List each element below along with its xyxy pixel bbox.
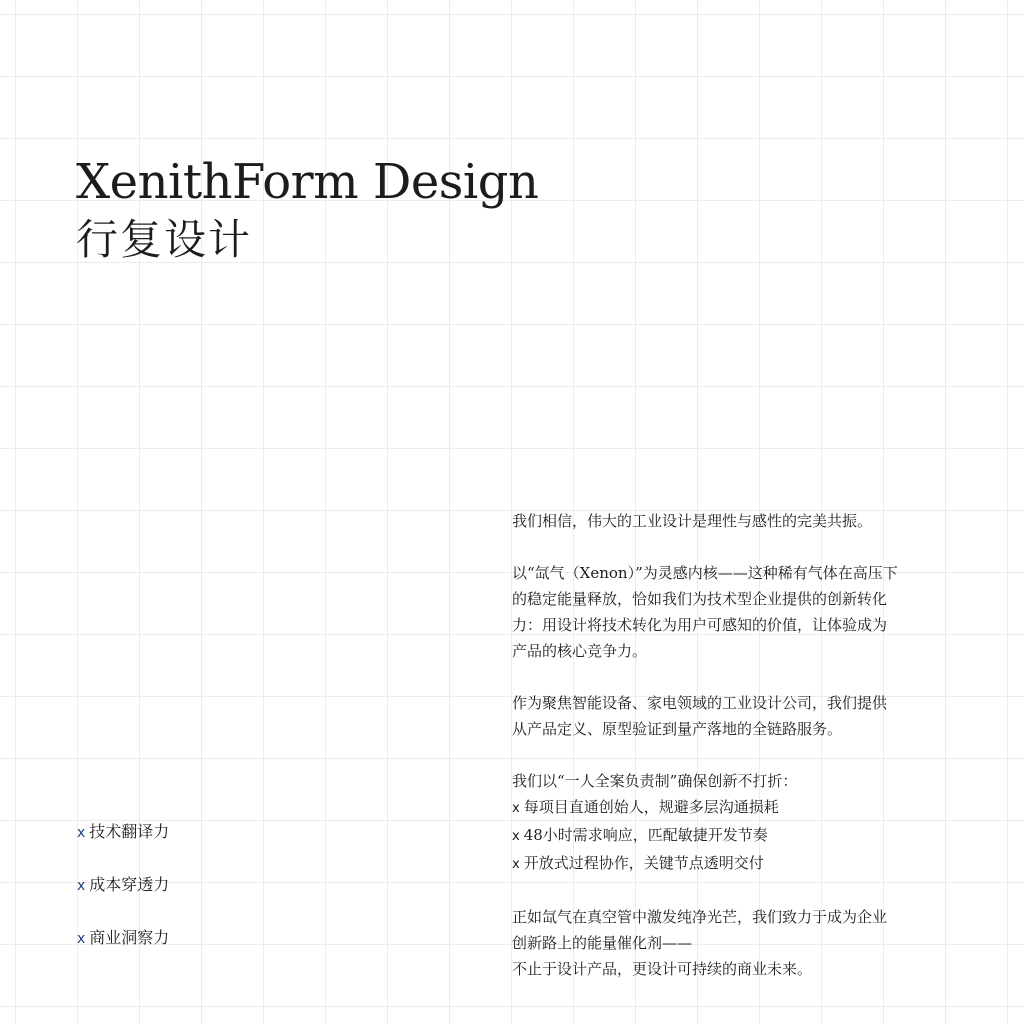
feature-item <box>77 818 169 845</box>
closing-paragraph <box>512 904 952 982</box>
title-block <box>76 152 538 268</box>
services-paragraph <box>512 690 952 742</box>
commitment-text: 每项目直通创始人，规避多层沟通损耗 <box>523 798 779 816</box>
text-line: 从产品定义、原型验证到量产落地的全链路服务。 <box>512 720 843 738</box>
inspiration-paragraph <box>512 560 952 664</box>
feature-label: 成本穿透力 <box>89 875 170 894</box>
commitment-item <box>512 794 952 822</box>
brand-title-english: XenithForm Design <box>76 154 539 210</box>
commitment-item <box>512 850 952 878</box>
text-line: 作为聚焦智能设备、家电领域的工业设计公司，我们提供 <box>512 694 888 712</box>
feature-label: 技术翻译力 <box>89 822 170 841</box>
x-bullet-icon: x <box>512 801 520 816</box>
commitment-heading: 我们以“一人全案负责制”确保创新不打折： <box>512 772 798 790</box>
x-marker-icon: x <box>77 878 86 894</box>
text-line: 我们相信，伟大的工业设计是理性与感性的完美共振。 <box>512 512 873 530</box>
text-line: 以“氙气（Xenon）”为灵感内核——这种稀有气体在高压下 <box>512 564 898 582</box>
intro-paragraph <box>512 508 952 534</box>
text-line: 不止于设计产品，更设计可持续的商业未来。 <box>512 960 813 978</box>
brand-title-chinese: 行复设计 <box>76 215 253 264</box>
feature-item <box>77 924 169 951</box>
commitment-item <box>512 822 952 850</box>
x-marker-icon: x <box>77 931 86 947</box>
x-bullet-icon: x <box>512 829 520 844</box>
feature-list <box>77 818 169 977</box>
text-line: 的稳定能量释放，恰如我们为技术型企业提供的创新转化 <box>512 590 888 608</box>
company-description <box>512 508 952 982</box>
commitment-text: 48小时需求响应，匹配敏捷开发节奏 <box>523 826 768 844</box>
commitment-paragraph <box>512 768 952 878</box>
feature-label: 商业洞察力 <box>89 928 170 947</box>
x-marker-icon: x <box>77 825 86 841</box>
x-bullet-icon: x <box>512 857 520 872</box>
text-line: 正如氙气在真空管中激发纯净光芒，我们致力于成为企业 <box>512 908 888 926</box>
commitment-text: 开放式过程协作，关键节点透明交付 <box>523 854 764 872</box>
text-line: 力：用设计将技术转化为用户可感知的价值，让体验成为 <box>512 616 888 634</box>
feature-item <box>77 871 169 898</box>
text-line: 产品的核心竞争力。 <box>512 642 648 660</box>
text-line: 创新路上的能量催化剂—— <box>512 934 693 952</box>
